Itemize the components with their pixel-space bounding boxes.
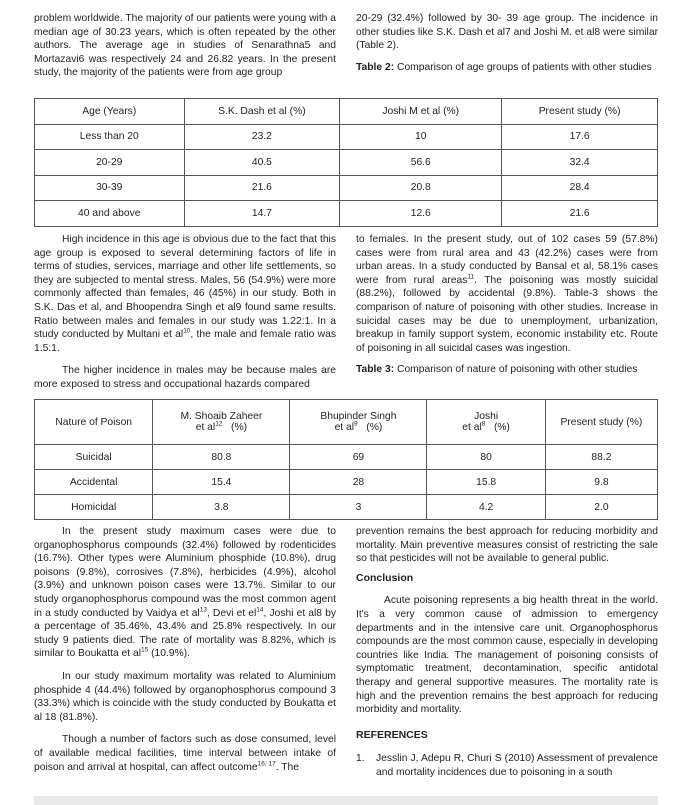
references-heading: REFERENCES — [356, 728, 428, 741]
table-cell: 40 and above — [35, 201, 185, 227]
table-cell: 88.2 — [545, 445, 657, 470]
text-run: Though a number of factors such as dose consumed, level of available medical facilities, time interval between intake of poison and arrival at hospital, can affect outcome — [34, 734, 336, 773]
header-unit: (%) — [493, 422, 510, 433]
table-cell: 21.6 — [184, 175, 340, 201]
paragraph — [34, 525, 336, 661]
table-cell: 30-39 — [35, 175, 185, 201]
table-header-cell: Age (Years) — [35, 99, 185, 125]
table-cell: 14.7 — [184, 201, 340, 227]
right-column-bottom — [356, 525, 658, 780]
citation: 15 — [141, 646, 149, 654]
reference-text: Jesslin J, Adepu R, Churi S (2010) Assessment of prevalence and mortality incidences due to poisoning in a south — [376, 753, 658, 778]
conclusion-heading: Conclusion — [356, 571, 414, 584]
table-cell: 15.4 — [153, 470, 290, 495]
table-header-cell: Nature of Poison — [35, 400, 153, 445]
table-cell: 3 — [290, 495, 427, 520]
table-header-cell: S.K. Dash et al (%) — [184, 99, 340, 125]
paragraph: The higher incidence in males may be because males are more exposed to stress and occupational hazards compared — [34, 365, 336, 390]
reference-number: 1. — [356, 753, 365, 765]
table-cell: 23.2 — [184, 124, 340, 150]
citation: 16, 17 — [257, 760, 276, 768]
table-cell: 80 — [427, 445, 545, 470]
text-run: , the male and female ratio was 1.5:1. — [34, 329, 336, 354]
paragraph: In our study maximum mortality was related to Aluminium phosphide 4 (44.4%) followed by organophosphorus compound 3 (33.3%) which is coincide with the study conducted by Boukatta et al 18 (81.8%). — [34, 670, 336, 723]
header-line: et al — [462, 422, 482, 433]
header-line: et al — [334, 422, 355, 433]
table-2-label: Table 2: — [356, 61, 395, 73]
table-row — [35, 124, 658, 150]
paragraph — [34, 733, 336, 774]
table-row — [35, 201, 658, 227]
text-run: . The — [275, 761, 299, 773]
citation: 9 — [354, 420, 358, 428]
table-cell: 12.6 — [340, 201, 502, 227]
table-cell: 2.0 — [545, 495, 657, 520]
left-column-bottom — [34, 525, 336, 774]
table-cell: 20.8 — [340, 175, 502, 201]
header-line: Bhupinder Singh — [320, 411, 397, 422]
table-header-cell — [290, 400, 427, 445]
table-3-label: Table 3: — [356, 364, 395, 376]
header-line: M. Shoaib Zaheer — [180, 411, 263, 422]
page-bottom-bar — [34, 796, 658, 805]
table-cell: 56.6 — [340, 150, 502, 176]
table-header-row — [35, 400, 658, 445]
table-header-cell — [153, 400, 290, 445]
table-cell: 69 — [290, 445, 427, 470]
table-cell: Accidental — [35, 470, 153, 495]
text-run: , Joshi et al8 by a percentage of 35.46%, 43.4% and 25.8% respectively. In our study 9 patients died. The rate of mortality was 8.82%, which is similar to Boukatta et al — [34, 607, 337, 660]
paragraph: 20-29 (32.4%) followed by 30- 39 age group. The incidence in other studies like S.K. Dash et al7 and Joshi M. et al8 were similar (Table 2). — [356, 13, 658, 52]
table-2-caption — [356, 61, 658, 75]
table-header-row — [35, 99, 658, 125]
header-line: Joshi — [474, 411, 499, 422]
paragraph — [356, 233, 658, 355]
text-run: to females. In the present study, out of 102 cases 59 (57.8%) cases were from rural area and 43 (42.2%) cases were from urban areas. In a study conducted by Bansal et al, 58.1% cases were from rural areas — [356, 234, 658, 286]
table-cell: Less than 20 — [35, 124, 185, 150]
citation: 12 — [215, 420, 223, 428]
table-3 — [34, 399, 658, 520]
text-run: High incidence in this age is obvious due to the fact that this age group is exposed to several determining factors of life in terms of studies, services, marriage and other life settlements, so they are subjected to mental stress. Males, 56 (54.9%) were more commonly affected than females, 46 (45%) in our study. Both in S.K. Das et al, and Bhoopendra Singh et al9 found same results. Ratio between males and females in our study was 1.22:1. In a study conducted by Multani et al — [34, 234, 336, 341]
citation: 13 — [199, 606, 207, 614]
citation: 10 — [183, 327, 191, 335]
text-run: (10.9%). — [148, 648, 191, 660]
table-cell: 17.6 — [502, 124, 658, 150]
paragraph — [34, 233, 336, 355]
citation: 14 — [256, 606, 264, 614]
table-row — [35, 445, 658, 470]
header-unit: (%) — [366, 422, 383, 433]
table-cell: 10 — [340, 124, 502, 150]
text-run: , Devi et el — [206, 607, 257, 619]
table-header-cell: Present study (%) — [502, 99, 658, 125]
table-cell: 80.8 — [153, 445, 290, 470]
table-3-caption — [356, 363, 658, 377]
paragraph: prevention remains the best approach for reducing morbidity and mortality. Main preventive measures consist of restricting the sale so that pesticides will not be available to general public. — [356, 526, 658, 565]
table-row — [35, 495, 658, 520]
table-cell: 28.4 — [502, 175, 658, 201]
table-header-cell: Joshi M et al (%) — [340, 99, 502, 125]
citation: 8 — [481, 420, 486, 428]
right-column-middle — [356, 233, 658, 377]
table-cell: 32.4 — [502, 150, 658, 176]
table-cell: 3.8 — [153, 495, 290, 520]
text-run: . The poisoning was mostly suicidal (88.2%), followed by accidental (9.8%). Table-3 shows the comparison of nature of poisoning with other studies. Increase in suicidal cases may be due to unemployment, urbanization, breakup in family support system, economic instability etc. Route of poisoning in all suicidal cases was ingestion. — [356, 274, 658, 354]
table-row — [35, 175, 658, 201]
left-column-top — [34, 12, 336, 80]
header-unit: (%) — [231, 422, 248, 433]
table-cell: 40.5 — [184, 150, 340, 176]
table-cell: 4.2 — [427, 495, 545, 520]
table-header-cell — [427, 400, 545, 445]
table-cell: 21.6 — [502, 201, 658, 227]
table-2 — [34, 98, 658, 227]
table-row — [35, 470, 658, 495]
right-column-top — [356, 12, 658, 74]
table-3-title: Comparison of nature of poisoning with other studies — [394, 364, 638, 376]
table-cell: 9.8 — [545, 470, 657, 495]
text-run: In the present study maximum cases were due to organophosphorus compounds (32.4%) followed by rodenticides (16.7%). Other types were Aluminium phosphide (10.8%), drug poisons (9.8%), corrosives (7.8%), herbicides (4.9%), alcohol (3.9%) and unknown poison cases were 13.7%. Similar to our study organophosphorus compound was the most common agent in a study conducted by Vaidya et al — [34, 526, 336, 619]
table-cell: 28 — [290, 470, 427, 495]
table-cell: 15.8 — [427, 470, 545, 495]
header-line: et al — [195, 422, 216, 433]
table-cell: 20-29 — [35, 150, 185, 176]
table-header-cell: Present study (%) — [545, 400, 657, 445]
left-column-middle — [34, 233, 336, 392]
paragraph: problem worldwide. The majority of our patients were young with a median age of 30.23 years, which is often repeated by the other authors. The average age in studies of Senarathna5 and Mortazavi6 was respectively 24 and 26.82 years. In the present study, the majority of the patients were from age group — [34, 13, 336, 79]
paragraph: Acute poisoning represents a big health threat in the world. It's a very common cause of admission to emergency departments and in the intensive care unit. Organophosphorus compounds are the most common cause, especially in developing countries like India. The management of poisoning consists of symptomatic treatment, decontamination, specific antidotal therapy and general supportive measures. The mortality rate is high and the prevention remains the best approach for reducing morbidity and mortality. — [356, 595, 658, 716]
reference-item — [356, 752, 658, 779]
table-cell: Homicidal — [35, 495, 153, 520]
citation: 11 — [467, 273, 475, 281]
table-2-title: Comparison of age groups of patients with other studies — [394, 61, 652, 73]
table-row — [35, 150, 658, 176]
table-cell: Suicidal — [35, 445, 153, 470]
